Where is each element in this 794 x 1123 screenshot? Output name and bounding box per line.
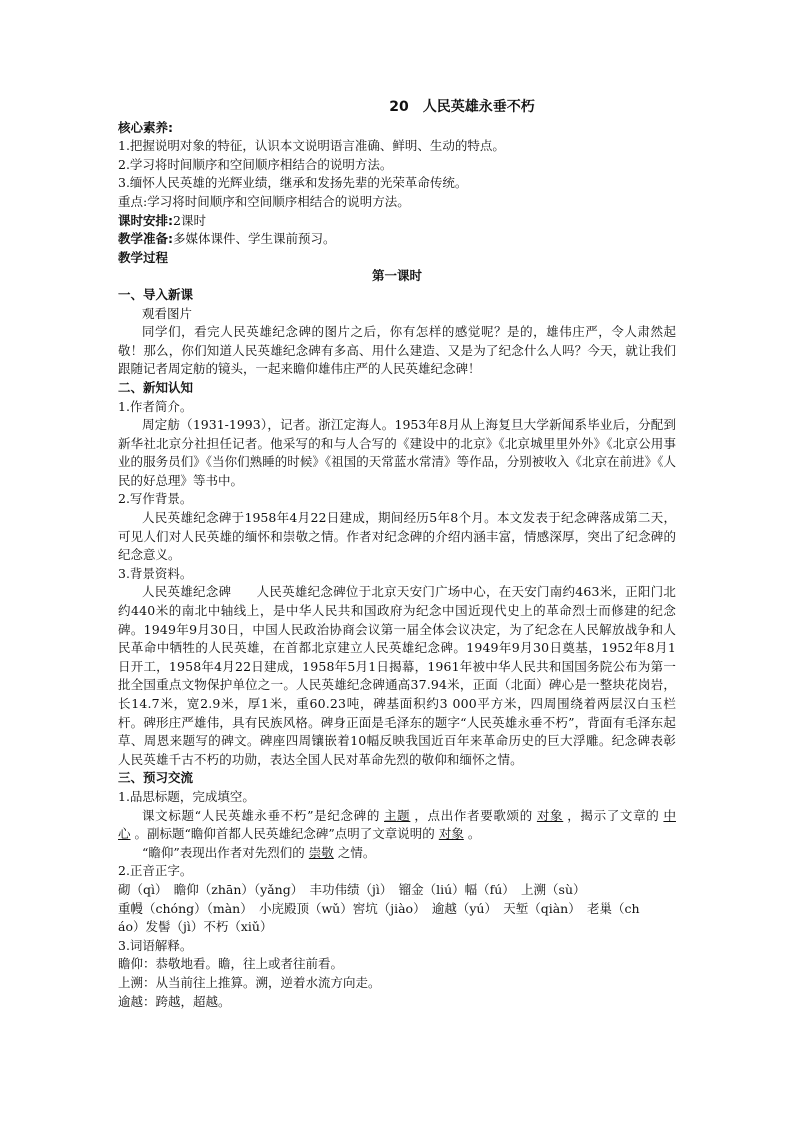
fill-text-5: 。 bbox=[467, 826, 481, 842]
vocab-item-3: 逾越：跨越，超越。 bbox=[118, 993, 231, 1009]
schedule-row bbox=[118, 212, 676, 231]
prep-row bbox=[118, 230, 676, 249]
background-title: 2.写作背景。 bbox=[118, 491, 193, 507]
fill-answer-2: 对象 bbox=[536, 807, 564, 823]
background-paragraph: 人民英雄纪念碑于1958年4月22日建成，期间经历5年8个月。本文发表于纪念碑落成第二天，可见人们对人民英雄的缅怀和崇敬之情。作者对纪念碑的介绍内涵丰富，情感深厚，突出了纪念碑的纪念意义。 bbox=[118, 510, 676, 563]
pronunciation-title: 2.正音正字。 bbox=[118, 863, 193, 879]
vocab-title: 3.词语解释。 bbox=[118, 937, 193, 953]
pronunciation-line-3: áo）发髻（jì）不朽（xiǔ） bbox=[118, 919, 273, 935]
schedule-value: 2课时 bbox=[173, 212, 206, 228]
fill-answer-3: 中心 bbox=[118, 807, 676, 842]
fill-title: 1.品思标题，完成填空。 bbox=[118, 788, 255, 804]
fill-text-7: 之情。 bbox=[337, 844, 376, 860]
prep-label: 教学准备: bbox=[118, 231, 173, 247]
core-heading: 核心素养: bbox=[118, 119, 173, 135]
fill-answer-1: 主题 bbox=[384, 807, 411, 823]
process-heading: 教学过程 bbox=[118, 249, 169, 265]
info-paragraph: 人民英雄纪念碑 人民英雄纪念碑位于北京天安门广场中心，在天安门南约463米，正阳门北约440米的南北中轴线上，是中华人民共和国政府为纪念中国近现代史上的革命烈士而修建的纪念碑。1949年9月30日，中国人民政治协商会议第一届全体会议决定，为了纪念在人民解放战争和人民革命中牺牲的人民英雄，在首都北京建立人民英雄纪念碑。1949年9月30日奠基，1952年8月1日开工，1958年4月22日建成，1958年5月1日揭幕，1961年被中华人民共和国国务院公布为第一批全国重点文物保护单位之一。人民英雄纪念碑通高37.94米，正面（北面）碑心是一整块花岗岩，长14.7米，宽2.9米，厚1米，重60.23吨，碑基面积约3 000平方米，四周围绕着两层汉白玉栏杆。碑形庄严雄伟，具有民族风格。碑身正面是毛泽东的题字“人民英雄永垂不朽”，背面有毛泽东起草、周恩来题写的碑文。碑座四周镶嵌着10幅反映我国近百年来革命历史的巨大浮雕。纪念碑表彰人民英雄千古不朽的功勋，表达全国人民对革命先烈的敬仰和缅怀之情。 bbox=[118, 584, 676, 767]
pronunciation-line-2: 重幔（chóng）（màn） 小庑殿顶（wǔ）窖坑（jiào） 逾越（yú） 天堑（qiàn） 老巢（ch bbox=[118, 900, 640, 916]
lesson-plan-page bbox=[118, 98, 676, 1011]
vocab-item-1: 瞻仰：恭敬地看。瞻，往上或者往前看。 bbox=[118, 956, 344, 972]
fill-text-1: 课文标题“人民英雄永垂不朽”是纪念碑的 bbox=[142, 807, 381, 823]
author-title: 1.作者简介。 bbox=[118, 398, 193, 414]
fill-answer-4: 对象 bbox=[438, 826, 464, 842]
schedule-label: 课时安排: bbox=[118, 212, 173, 228]
vocab-item-2: 上溯：从当前往上推算。溯，逆着水流方向走。 bbox=[118, 974, 381, 990]
prep-value: 多媒体课件、学生课前预习。 bbox=[173, 231, 336, 247]
section-2-heading: 二、新知认知 bbox=[118, 379, 194, 395]
fill-line-2 bbox=[118, 844, 676, 863]
fill-answer-5: 崇敬 bbox=[308, 844, 334, 860]
fill-text-6: “瞻仰”表现出作者对先烈们的 bbox=[142, 844, 305, 860]
core-item-2: 2.学习将时间顺序和空间顺序相结合的说明方法。 bbox=[118, 156, 393, 172]
core-item-3: 3.缅怀人民英雄的光辉业绩，继承和发扬先辈的光荣革命传统。 bbox=[118, 175, 468, 191]
section-1-sub: 观看图片 bbox=[142, 305, 193, 321]
key-point: 重点:学习将时间顺序和空间顺序相结合的说明方法。 bbox=[118, 193, 410, 209]
author-paragraph: 周定舫（1931-1993），记者。浙江定海人。1953年8月从上海复旦大学新闻系毕业后，分配到新华社北京分社担任记者。他采写的和与人合写的《建设中的北京》《北京城里里外外》《北京公用事业的服务员们》《当你们熟睡的时候》《祖国的天常蓝水常清》等作品，分别被收入《北京在前进》《人民的好总理》等书中。 bbox=[118, 417, 676, 488]
info-title: 3.背景资料。 bbox=[118, 565, 193, 581]
pronunciation-line-1: 砌（qì） 瞻仰（zhān）（yǎng） 丰功伟绩（jì） 镏金（liú）幅（fú） 上溯（sù） bbox=[118, 881, 586, 897]
lesson-title: 第一课时 bbox=[371, 268, 422, 284]
fill-text-3: ，揭示了文章的 bbox=[567, 807, 660, 823]
fill-text-4: 。副标题“瞻仰首都人民英雄纪念碑”点明了文章说明的 bbox=[134, 826, 435, 842]
fill-paragraph bbox=[118, 807, 676, 844]
core-item-1: 1.把握说明对象的特征，认识本文说明语言准确、鲜明、生动的特点。 bbox=[118, 138, 505, 154]
fill-text-2: ，点出作者要歌颂的 bbox=[414, 807, 533, 823]
section-3-heading: 三、预习交流 bbox=[118, 770, 194, 786]
page-title: 20 人民英雄永垂不朽 bbox=[389, 99, 535, 115]
intro-paragraph: 同学们，看完人民英雄纪念碑的图片之后，你有怎样的感觉呢？是的，雄伟庄严，令人肃然起敬！那么，你们知道人民英雄纪念碑有多高、用什么建造、又是为了纪念什么人吗？今天，就让我们跟随记者周定舫的镜头，一起来瞻仰雄伟庄严的人民英雄纪念碑！ bbox=[118, 324, 676, 377]
section-1-heading: 一、导入新课 bbox=[118, 286, 194, 302]
